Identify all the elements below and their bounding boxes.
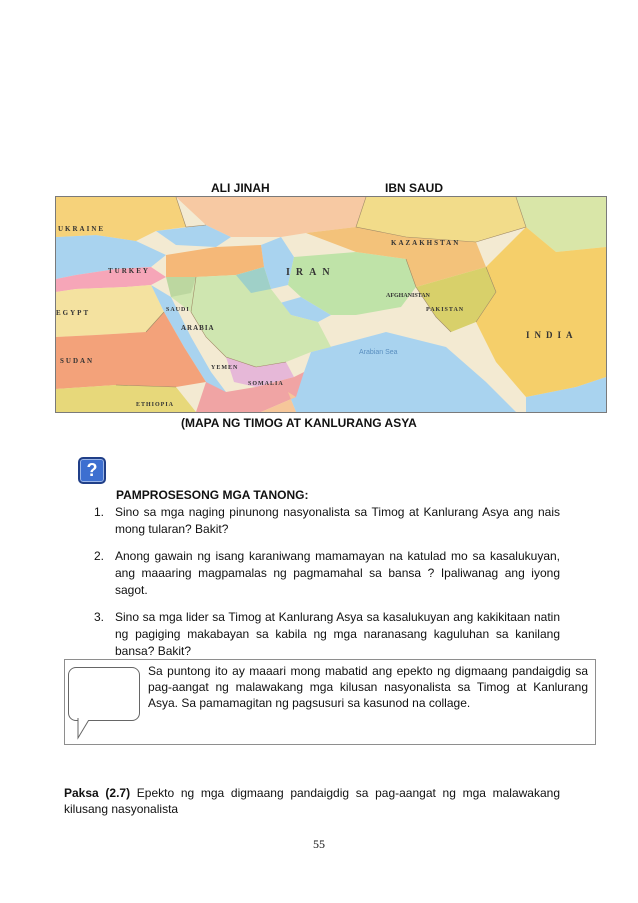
map-label-ukraine: UKRAINE xyxy=(58,225,106,233)
leader-name-left: ALI JINAH xyxy=(211,181,270,195)
speech-bubble-icon xyxy=(68,667,140,721)
question-item-3 xyxy=(94,609,560,660)
map-label-saudi: SAUDI xyxy=(166,307,190,313)
map-label-arabian-sea: Arabian Sea xyxy=(359,349,398,356)
question-text: Sino sa mga naging pinunong nasyonalista sa Timog at Kanlurang Asya ang nais mong tularan? Bakit? xyxy=(115,505,560,536)
leader-name-right: IBN SAUD xyxy=(385,181,444,195)
map-label-iran: IRAN xyxy=(286,267,336,278)
question-number: 1. xyxy=(94,505,105,519)
info-text: Sa puntong ito ay maaari mong mabatid ang epekto ng digmaang pandaigdig sa pag-aangat ng malawakang mga kilusan nasyonalista sa Timog at Kanlurang Asya. Sa pamamagitan ng pagsusuri sa kasunod na collage. xyxy=(148,664,588,710)
map-label-somalia: SOMALIA xyxy=(248,381,284,387)
question-text: Anong gawain ng isang karaniwang mamamayan na katulad mo sa kasalukuyan, ang maaaring magpamalas ng pagmamahal sa bansa ? Ipaliwanag ang iyong sagot. xyxy=(115,549,560,597)
paksa-text: Epekto ng mga digmaang pandaigdig sa pag-aangat ng mga malawakang kilusang nasyonalista xyxy=(64,786,560,816)
map-image xyxy=(55,196,607,413)
question-text: Sino sa mga lider sa Timog at Kanlurang Asya sa kasalukuyan ang kakikitaan natin ng pagiging makabayan sa kabila ng mga naranasang kaguluhan sa kanilang bansa? Bakit? xyxy=(115,610,560,658)
map-drawing xyxy=(56,197,606,412)
map-label-india: INDIA xyxy=(526,330,578,340)
map-label-ethiopia: ETHIOPIA xyxy=(136,402,175,408)
map-caption: (MAPA NG TIMOG AT KANLURANG ASYA xyxy=(181,416,417,430)
question-item-2 xyxy=(94,548,560,599)
map-label-turkey: TURKEY xyxy=(108,267,150,275)
question-number: 3. xyxy=(94,610,105,624)
map-label-sudan: SUDAN xyxy=(60,357,95,365)
map-label-yemen: YEMEN xyxy=(211,365,239,371)
question-mark-icon: ? xyxy=(78,457,106,484)
map-label-pakistan: PAKISTAN xyxy=(426,307,465,313)
paksa-label: Paksa (2.7) xyxy=(64,786,131,800)
questions-title: PAMPROSESONG MGA TANONG: xyxy=(116,488,309,502)
paksa-paragraph xyxy=(64,785,560,817)
question-number: 2. xyxy=(94,549,105,563)
page-number: 55 xyxy=(313,837,325,851)
speech-bubble-tail xyxy=(76,718,94,740)
map-label-afghanistan: AFGHANISTAN xyxy=(386,293,430,299)
map-label-egypt: EGYPT xyxy=(56,309,91,317)
map-label-kazakhstan: KAZAKHSTAN xyxy=(391,239,461,247)
map-label-arabia: ARABIA xyxy=(181,324,215,332)
question-item-1 xyxy=(94,504,560,538)
